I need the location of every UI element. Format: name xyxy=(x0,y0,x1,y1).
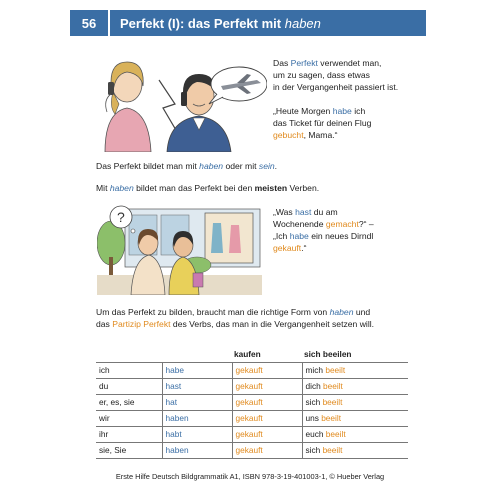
quote2-line-4 xyxy=(273,243,306,255)
page-header xyxy=(70,10,426,36)
rule-1 xyxy=(96,161,277,173)
page-footer: Erste Hilfe Deutsch Bildgrammatik A1, ISBN 978-3-19-401003-1, © Hueber Verlag xyxy=(115,472,385,481)
intro-line-1 xyxy=(273,58,381,70)
participle-cell: gekauft xyxy=(232,410,302,426)
rule-text: oder mit xyxy=(223,161,259,171)
rule-text: Mit xyxy=(96,183,110,193)
rule-text: Verben. xyxy=(287,183,320,193)
rule-text: bildet man das Perfekt bei den xyxy=(133,183,255,193)
reflexive-cell xyxy=(302,378,408,394)
intro-line-2: um zu sagen, dass etwas xyxy=(273,70,370,80)
pronoun-cell: du xyxy=(96,378,162,394)
rule-text: und xyxy=(353,307,371,317)
quote-text: ich xyxy=(351,106,366,116)
quote-text: du am xyxy=(311,207,338,217)
quote-text: „Heute Morgen xyxy=(273,106,333,116)
pronoun-cell: sie, Sie xyxy=(96,442,162,458)
quote2-line-2 xyxy=(273,219,374,231)
rule-text: Um das Perfekt zu bilden, braucht man die richtige Form von xyxy=(96,307,330,317)
participle-beeilt: beeilt xyxy=(322,445,343,455)
quote-text: ein neues Dirndl xyxy=(308,231,374,241)
participle-beeilt: beeilt xyxy=(322,397,343,407)
intro-text: Das xyxy=(273,58,291,68)
quote-text: ?“ – xyxy=(358,219,374,229)
term-perfekt: Perfekt xyxy=(290,58,318,68)
aux-haben: haben xyxy=(199,161,224,171)
participle-beeilt: beeilt xyxy=(325,429,346,439)
rule-3-line-1 xyxy=(96,307,370,319)
reflexive-pronoun: uns xyxy=(305,413,322,423)
table-header-row xyxy=(96,349,408,362)
aux-sein: sein xyxy=(258,161,275,171)
aux-habe: habe xyxy=(332,106,352,116)
phone-call-illustration xyxy=(97,52,267,152)
aux-hast: hast xyxy=(295,207,312,217)
participle-gemacht: gemacht xyxy=(325,219,359,229)
pronoun-cell: wir xyxy=(96,410,162,426)
title-verb: haben xyxy=(284,15,321,31)
participle-beeilt: beeilt xyxy=(325,365,346,375)
aux-haben: haben xyxy=(109,183,134,193)
participle-cell: gekauft xyxy=(232,442,302,458)
quote2-line-3 xyxy=(273,231,373,243)
term-partizip-perfekt: Partizip Perfekt xyxy=(112,319,171,329)
conjugation-table xyxy=(96,349,408,459)
table-row xyxy=(96,378,408,394)
page-title xyxy=(110,16,321,31)
quote1-line-1 xyxy=(273,106,365,118)
table-row xyxy=(96,394,408,410)
rule-text: Das Perfekt bildet man mit xyxy=(96,161,200,171)
participle-beeilt: beeilt xyxy=(323,381,343,391)
aux-cell: haben xyxy=(162,442,232,458)
reflexive-pronoun: dich xyxy=(305,381,324,391)
participle-cell: gekauft xyxy=(232,394,302,410)
table-row xyxy=(96,426,408,442)
table-row xyxy=(96,410,408,426)
reflexive-pronoun: euch xyxy=(305,429,326,439)
quote-text: Wochenende xyxy=(273,219,326,229)
participle-gekauft: gekauft xyxy=(273,243,302,253)
aux-cell: hat xyxy=(162,394,232,410)
table-row xyxy=(96,442,408,458)
quote-text: .“ xyxy=(301,243,307,253)
quote2-line-1 xyxy=(273,207,338,219)
rule-text: des Verbs, das man in die Vergangenheit setzen will. xyxy=(170,319,375,329)
quote1-line-3 xyxy=(273,130,338,142)
reflexive-cell xyxy=(302,394,408,410)
participle-gebucht: gebucht xyxy=(273,130,304,140)
aux-habe: habe xyxy=(289,231,309,241)
rule-text: . xyxy=(274,161,278,171)
page-number: 56 xyxy=(70,10,110,36)
reflexive-cell xyxy=(302,442,408,458)
header-aux xyxy=(162,349,232,362)
shopping-illustration xyxy=(97,203,262,295)
aux-haben: haben xyxy=(329,307,354,317)
aux-cell: habt xyxy=(162,426,232,442)
quote-text: „Ich xyxy=(273,231,290,241)
participle-cell: gekauft xyxy=(232,426,302,442)
rule-2 xyxy=(96,183,319,195)
emphasis-meisten: meisten xyxy=(254,183,288,193)
title-main: Perfekt (I): das Perfekt mit xyxy=(120,15,282,31)
participle-cell: gekauft xyxy=(232,362,302,378)
rule-3-line-2 xyxy=(96,319,374,331)
reflexive-pronoun: mich xyxy=(305,365,326,375)
reflexive-pronoun: sich xyxy=(305,445,323,455)
header-sich-beeilen: sich beeilen xyxy=(304,349,352,360)
rule-text: das xyxy=(96,319,113,329)
intro-text: verwendet man, xyxy=(317,58,382,68)
quote1-line-2: das Ticket für deinen Flug xyxy=(273,118,372,128)
pronoun-cell: er, es, sie xyxy=(96,394,162,410)
table-row xyxy=(96,362,408,378)
pronoun-cell: ich xyxy=(96,362,162,378)
header-kaufen: kaufen xyxy=(234,349,261,360)
participle-cell: gekauft xyxy=(232,378,302,394)
svg-text:?: ? xyxy=(117,209,125,225)
aux-cell: habe xyxy=(162,362,232,378)
intro-line-3: in der Vergangenheit passiert ist. xyxy=(273,82,399,92)
reflexive-cell xyxy=(302,410,408,426)
aux-cell: hast xyxy=(162,378,232,394)
reflexive-pronoun: sich xyxy=(305,397,323,407)
reflexive-cell xyxy=(302,362,408,378)
quote-text: , Mama.“ xyxy=(303,130,338,140)
quote-text: „Was xyxy=(273,207,296,217)
pronoun-cell: ihr xyxy=(96,426,162,442)
header-pronoun xyxy=(96,349,162,362)
participle-beeilt: beeilt xyxy=(321,413,342,423)
aux-cell: haben xyxy=(162,410,232,426)
reflexive-cell xyxy=(302,426,408,442)
